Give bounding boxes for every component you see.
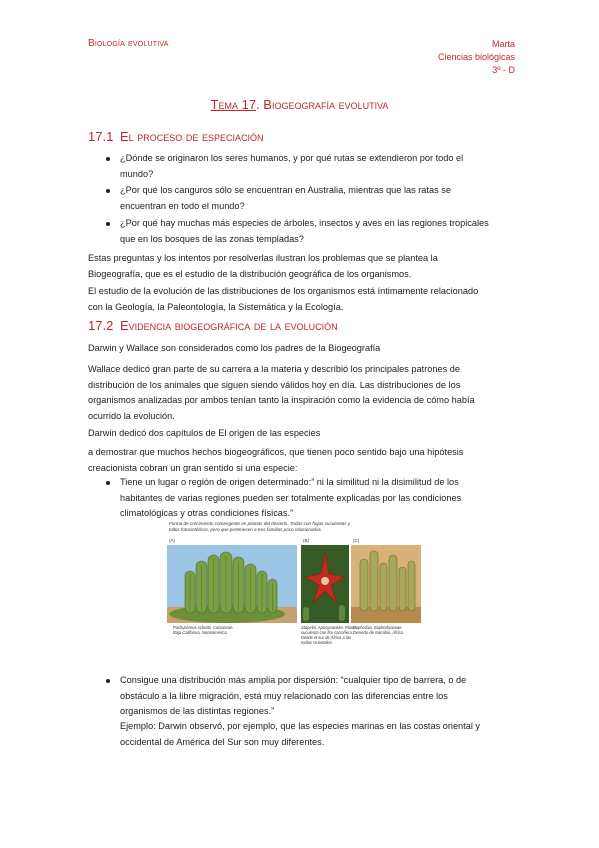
line: obstáculo a la libre migración, está muy relacionado con las diferencias entre los [120,690,448,701]
desert-plants-figure [167,519,421,645]
paragraph-biogeography [88,251,513,282]
line: climatológicas y otras condiciones físicas.” [120,508,294,518]
header-author: Marta [491,39,515,49]
section-1-number: 17.1 [88,129,114,144]
panel-b-caption: Desde el sur de África a las [301,635,352,640]
line: distribución de los animales que siguen siendo válidos hoy en día. Las distribuciones de los [88,379,461,390]
line: creacionista cobran un gran sentido si una especie: [88,462,298,473]
section-2-number: 17.2 [88,318,114,333]
line: Wallace dedicó gran parte de su carrera a la materia y describió los principales patrones de [88,364,460,374]
bullet-origin [120,475,513,522]
panel-b-caption: Stapelia, Apocynaceae. Planta [301,625,357,630]
panel-a-letter: (A) [169,538,175,543]
line: mundo? [120,168,154,179]
stapelia-photo [301,545,349,623]
line: occidental de América del Sur son muy diferentes. [120,736,325,747]
topic-number: Tema 17 [210,97,257,112]
section-2-title: Evidencia biogeográfica de la evolución [120,318,338,333]
paragraph-darwin-chapters: Darwin dedicó dos capítulos de El origen de las especies [88,428,321,438]
line: ¿Por qué hay muchas más especies de árboles, insectos y aves en las regiones tropicales [120,218,489,228]
bullet-dot [106,679,110,683]
panel-b-letter: (B) [303,538,309,543]
bullet-dot [106,157,110,161]
line: encuentran en todo el mundo? [120,200,245,211]
line: Biogeografía, que es el estudio de la distribución geográfica de los organismos. [88,268,412,279]
panel-c-caption: Desierto de Namibia, África. [353,630,404,635]
bullet-question-3 [120,216,513,247]
section-1-heading [88,129,264,144]
header-course: Ciencias biológicas [437,52,515,62]
bullet-dot [106,481,110,485]
line: ocurrido la evolución. [88,410,175,421]
panel-c-letter: (C) [353,538,360,543]
section-1-title: El proceso de especiación [120,129,264,144]
line: con la Geología, la Paleontología, la Sistemática y la Ecología. [88,301,344,312]
paragraph-related-fields [88,284,513,315]
bullet-question-1 [120,151,513,182]
panel-a-caption: Baja California, Norteamérica. [173,630,228,635]
paragraph-hypothesis [88,445,513,476]
line: a demostrar que muchos hechos biogeográficos, que tienen poco sentido bajo una hipótesis [88,447,464,457]
line: organismos analizadas por ambos tenían tanto la inspiración como la evidencia de cómo había [88,395,475,405]
figure-caption-line-1: Forma de crecimiento convergente en plantas del desierto. Todas con hojas suculentas y [169,521,351,526]
topic-name: . Biogeografía evolutiva [256,97,389,112]
line: ¿Por qué los canguros sólo se encuentran en Australia, mientras que las ratas se [120,185,451,195]
topic-title [0,97,599,112]
panel-b-caption: suculenta con flor carroñera. [301,630,353,635]
panel-c-caption: Euphorbia, Euphorbiaceae. [353,625,403,630]
panel-a-caption: Pachycereus schottii, Cactaceae. [173,625,234,630]
bullet-dot [106,222,110,226]
bullet-question-2 [120,183,513,214]
line: que en los bosques de las zonas templadas? [120,233,304,244]
figure-caption-line-2: tallos fotosintéticos, pero que pertenecen a tres familias poco relacionadas. [169,527,323,532]
paragraph-example [120,719,513,750]
cactus-photo [167,545,297,623]
header-subject: Biología evolutiva [88,38,169,49]
line: Estas preguntas y los intentos por resolverlas ilustran los problemas que se plantea la [88,253,438,263]
bullet-dispersal [120,673,513,720]
header-grade: 3º - D [492,65,515,75]
panel-b-caption: Indias Orientales. [301,640,333,645]
line: Tiene un lugar o región de origen determinado:” ni la similitud ni la disimilitud de los [120,477,459,487]
line: Ejemplo: Darwin observó, por ejemplo, que las especies marinas en las costas oriental y [120,721,481,731]
line: habitantes de varias regiones pueden ser totalmente explicadas por las condiciones [120,492,462,503]
header-author-block [438,38,515,77]
line: organismos de las distintas regiones.” [120,706,275,716]
line: El estudio de la evolución de las distribuciones de los organismos está íntimamente relacionado [88,286,479,296]
paragraph-darwin-wallace: Darwin y Wallace son considerados como los padres de la Biogeografía [88,343,381,353]
euphorbia-photo [351,545,421,623]
line: Consigue una distribución más amplia por dispersión: “cualquier tipo de barrera, o de [120,675,467,685]
bullet-dot [106,189,110,193]
line: ¿Dónde se originaron los seres humanos, y por qué rutas se extendieron por todo el [120,153,464,163]
paragraph-wallace [88,362,513,424]
section-2-heading [88,318,338,333]
